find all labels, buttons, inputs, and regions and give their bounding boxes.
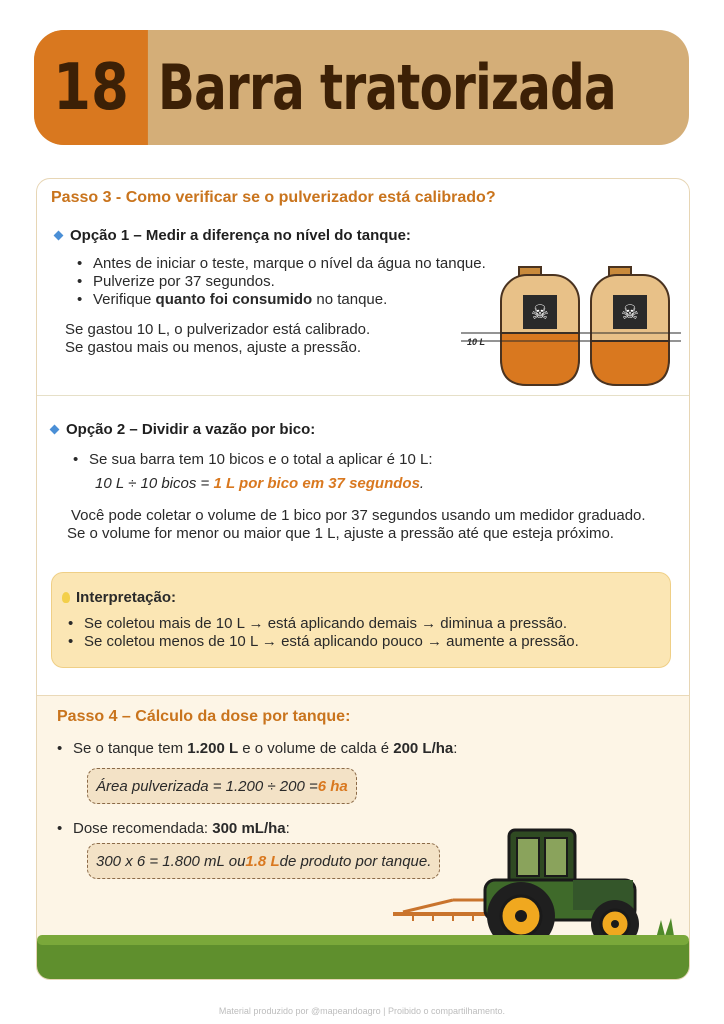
tank-volume-line: • Se o tanque tem 1.200 L e o volume de calda é 200 L/ha: <box>57 740 457 758</box>
svg-text:☠: ☠ <box>621 300 639 324</box>
list-item: • Antes de iniciar o teste, marque o nível da água no tanque. <box>77 255 486 273</box>
section-divider <box>37 395 689 396</box>
interpretation-heading: Interpretação: <box>62 589 176 606</box>
svg-text:☠: ☠ <box>531 300 549 324</box>
product-per-tank-formula: 300 x 6 = 1.800 mL ou 1.8 L de produto por tanque. <box>87 843 440 879</box>
section-number: 18 <box>34 30 148 145</box>
result-calibrated: Se gastou 10 L, o pulverizador está calibrado. <box>65 321 371 338</box>
grass-ground <box>37 941 689 979</box>
interpretation-box <box>51 572 671 668</box>
diamond-bullet-icon <box>50 425 60 435</box>
lightbulb-icon <box>62 592 70 603</box>
sprayed-area-formula: Área pulverizada = 1.200 ÷ 200 = 6 ha <box>87 768 357 804</box>
option2-list <box>73 451 433 469</box>
tank-before <box>501 267 579 385</box>
dose-line: • Dose recomendada: 300 mL/ha: <box>57 820 290 838</box>
option2-text2: Se o volume for menor ou maior que 1 L, ajuste a pressão até que esteja próximo. <box>67 525 614 542</box>
interpretation-list <box>68 615 579 651</box>
option1-heading <box>55 227 411 244</box>
sprayer-boom <box>393 900 485 921</box>
option2-title: Opção 2 – Dividir a vazão por bico: <box>66 421 316 438</box>
content-card <box>36 178 690 980</box>
option1-list <box>77 255 486 309</box>
tank-after <box>591 267 669 385</box>
list-item: • Se coletou menos de 10 L → está aplicando pouco → aumente a pressão. <box>68 633 579 651</box>
list-item: • Se coletou mais de 10 L → está aplicando demais → diminua a pressão. <box>68 615 579 633</box>
page-header <box>34 30 689 145</box>
list-item: • Pulverize por 37 segundos. <box>77 273 486 291</box>
step3-title: Passo 3 - Como verificar se o pulverizador está calibrado? <box>51 189 496 206</box>
option1-title: Opção 1 – Medir a diferença no nível do tanque: <box>70 227 411 244</box>
step4-title: Passo 4 – Cálculo da dose por tanque: <box>57 708 351 725</box>
footer-note: Material produzido por @mapeandoagro | Proibido o compartilhamento. <box>218 1006 506 1016</box>
option2-heading <box>51 421 315 438</box>
page-title: Barra tratorizada <box>158 51 616 124</box>
formula-per-nozzle: 10 L ÷ 10 bicos = 1 L por bico em 37 segundos. <box>95 475 425 492</box>
list-item: • Se sua barra tem 10 bicos e o total a aplicar é 10 L: <box>73 451 433 469</box>
tanks-illustration <box>461 263 681 393</box>
result-adjust: Se gastou mais ou menos, ajuste a pressão. <box>65 339 362 356</box>
tank-level-label: 10 L <box>467 337 486 347</box>
list-item: • Verifique quanto foi consumido no tanque. <box>77 291 486 309</box>
option2-text1: Você pode coletar o volume de 1 bico por 37 segundos usando um medidor graduado. <box>71 507 646 524</box>
diamond-bullet-icon <box>54 231 64 241</box>
